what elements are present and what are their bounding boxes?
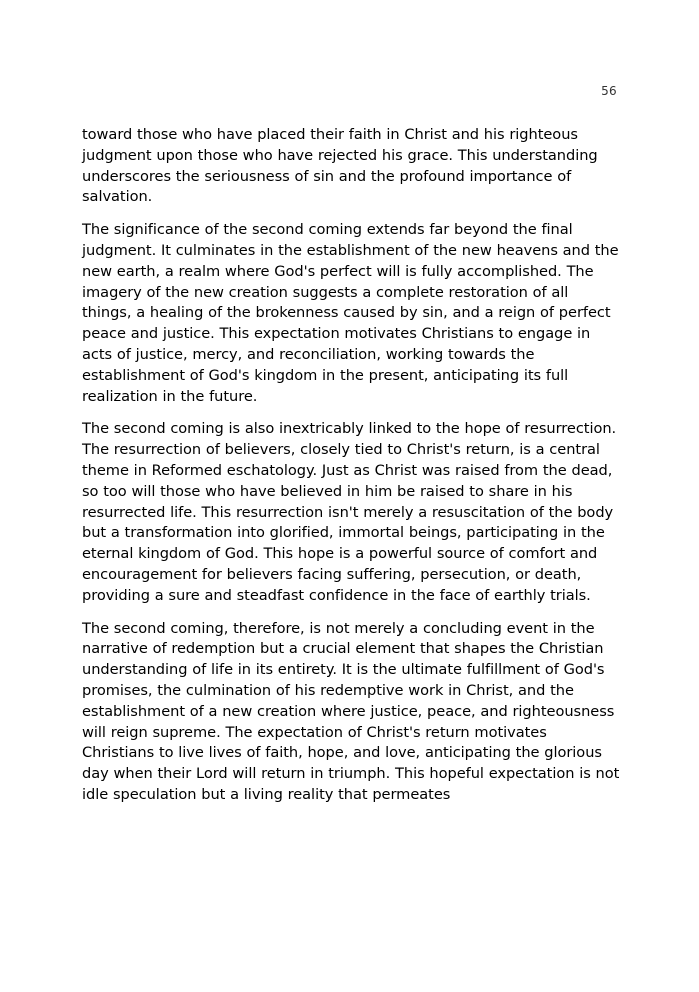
page-number: 56	[601, 84, 617, 98]
body-text	[82, 125, 622, 818]
paragraph-1: toward those who have placed their faith in Christ and his righteous judgment upon those who have rejected his grace. This understanding underscores the seriousness of sin and the profound importance of salvation.	[82, 126, 598, 206]
paragraph-2: The significance of the second coming extends far beyond the final judgment. It culminates in the establishment of the new heavens and the new earth, a realm where God's perfect will is fully accomplished. The imagery of the new creation suggests a complete restoration of all things, a healing of the brokenness caused by sin, and a reign of perfect peace and justice. This expectation motivates Christians to engage in acts of justice, mercy, and reconciliation, working towards the establishment of God's kingdom in the present, anticipating its full realization in the future.	[82, 221, 619, 405]
paragraph-4: The second coming, therefore, is not merely a concluding event in the narrative of redemption but a crucial element that shapes the Christian understanding of life in its entirety. It is the ultimate fulfillment of God's promises, the culmination of his redemptive work in Christ, and the establishment of a new creation where justice, peace, and righteousness will reign supreme. The expectation of Christ's return motivates Christians to live lives of faith, hope, and love, anticipating the glorious day when their Lord will return in triumph. This hopeful expectation is not idle speculation but a living reality that permeates	[82, 619, 620, 803]
paragraph-3: The second coming is also inextricably linked to the hope of resurrection. The resurrection of believers, closely tied to Christ's return, is a central theme in Reformed eschatology. Just as Christ was raised from the dead, so too will those who have believed in him be raised to share in his resurrected life. This resurrection isn't merely a resuscitation of the body but a transformation into glorified, immortal beings, participating in the eternal kingdom of God. This hope is a powerful source of comfort and encouragement for believers facing suffering, persecution, or death, providing a sure and steadfast confidence in the face of earthly trials.	[82, 420, 617, 604]
